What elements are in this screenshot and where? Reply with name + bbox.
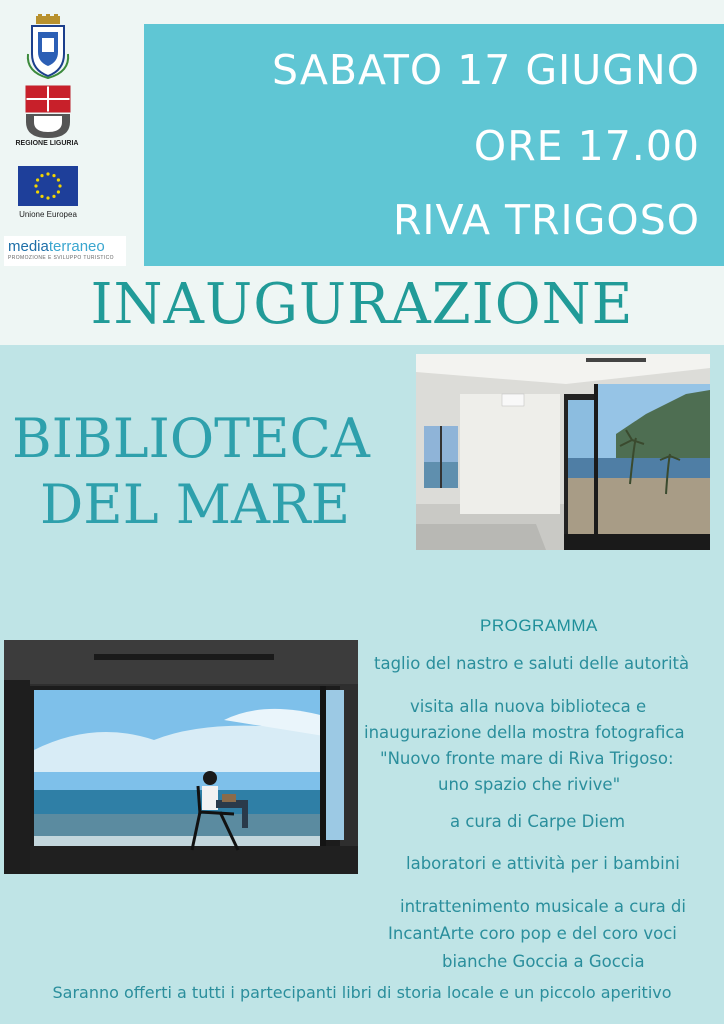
regione-liguria-logo	[22, 84, 74, 140]
headline: INAUGURAZIONE	[90, 272, 634, 337]
mediaterraneo-tagline: PROMOZIONE E SVILUPPO TURISTICO	[8, 255, 114, 261]
program-line: IncantArte coro pop e del coro voci	[388, 924, 677, 943]
mediaterraneo-name: mediaterraneo	[8, 238, 105, 255]
event-info-box	[144, 24, 724, 266]
comune-crest-logo	[24, 14, 72, 80]
program-line: bianche Goccia a Goccia	[442, 952, 645, 971]
title-line-2: DEL MARE	[40, 473, 351, 536]
program-line: taglio del nastro e saluti delle autorità	[374, 654, 690, 673]
event-place: RIVA TRIGOSO	[392, 196, 700, 244]
regione-caption: REGIONE LIGURIA	[15, 140, 79, 147]
program-line: inaugurazione della mostra fotografica	[364, 723, 685, 742]
title	[12, 406, 370, 538]
event-time: ORE 17.00	[473, 122, 700, 170]
program-heading: PROGRAMMA	[480, 616, 598, 635]
program-line: laboratori e attività per i bambini	[406, 854, 680, 873]
footer-note: Saranno offerti a tutti i partecipanti libri di storia locale e un piccolo aperitivo	[52, 983, 672, 1002]
eu-flag-logo	[18, 166, 78, 206]
title-line-1: BIBLIOTECA	[12, 407, 370, 470]
program-line: intrattenimento musicale a cura di	[400, 897, 686, 916]
eu-caption: Unione Europea	[19, 210, 77, 219]
program-line: a cura di Carpe Diem	[450, 812, 626, 831]
program-line: visita alla nuova biblioteca e	[410, 697, 647, 716]
program-line: "Nuovo fronte mare di Riva Trigoso:	[380, 749, 674, 768]
library-interior-photo	[416, 354, 710, 550]
program-line: uno spazio che rivive"	[438, 775, 621, 794]
reader-window-photo	[4, 640, 358, 874]
mediaterraneo-logo	[4, 236, 126, 266]
event-date: SABATO 17 GIUGNO	[272, 46, 700, 94]
